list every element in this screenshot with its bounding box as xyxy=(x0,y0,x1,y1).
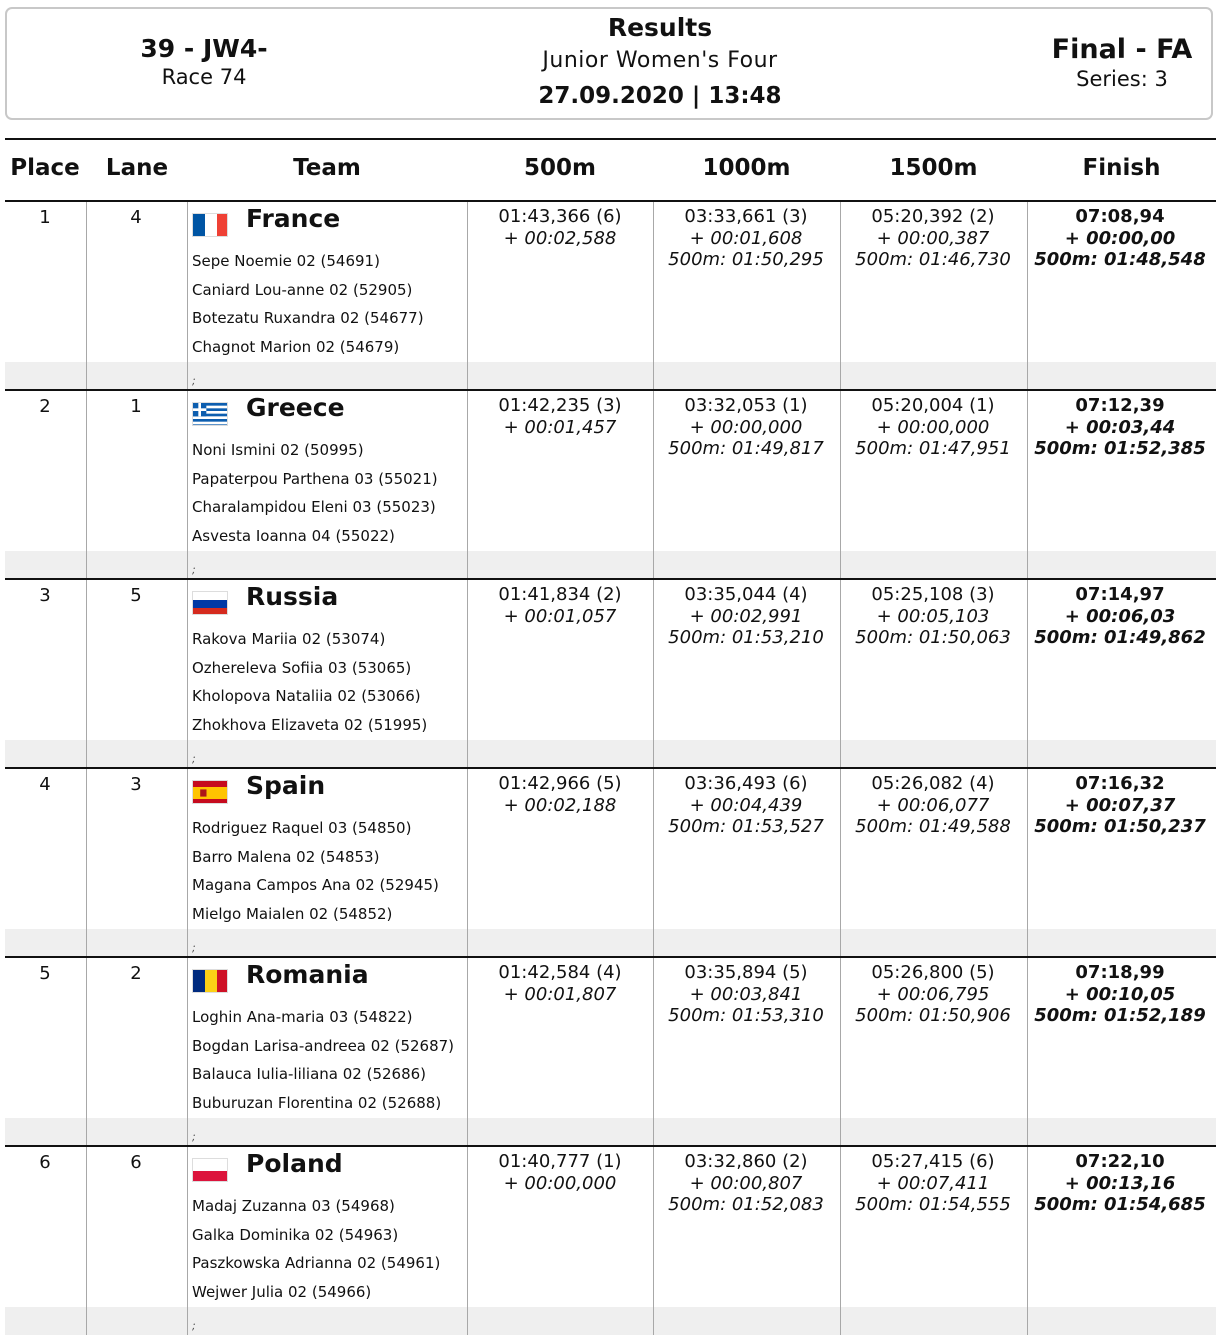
country-name: Greece xyxy=(246,393,345,422)
split-time: 03:33,661 (3) xyxy=(684,206,808,227)
split-diff: + 00:00,387 xyxy=(876,227,990,249)
greece-flag-icon xyxy=(192,402,228,426)
split-s1000 xyxy=(653,206,839,271)
column-header-500m: 500m xyxy=(524,155,596,181)
lane-cell: 4 xyxy=(130,207,142,228)
split-diff: + 00:04,439 xyxy=(689,794,803,816)
column-header-lane: Lane xyxy=(105,155,169,181)
column-divider xyxy=(86,1147,87,1335)
split-pace: 500m: 01:50,295 xyxy=(668,249,824,270)
rower-name: Wejwer Julia 02 (54966) xyxy=(192,1282,372,1301)
table-row xyxy=(5,769,1216,957)
place-cell: 6 xyxy=(39,1152,51,1173)
row-rule xyxy=(5,578,1216,580)
split-s1500 xyxy=(840,773,1026,838)
split-s500 xyxy=(467,206,653,249)
country-name: Romania xyxy=(246,960,369,989)
event-name: Junior Women's Four xyxy=(542,48,778,73)
table-row xyxy=(5,580,1216,768)
table-row xyxy=(5,202,1216,390)
split-s500 xyxy=(467,773,653,816)
rower-name: Caniard Lou-anne 02 (52905) xyxy=(192,280,413,299)
rower-name: Rakova Mariia 02 (53074) xyxy=(192,630,386,648)
split-time: 03:35,894 (5) xyxy=(684,962,808,983)
split-diff: + 00:02,188 xyxy=(503,794,617,816)
split-s1500 xyxy=(840,395,1026,460)
split-time: 07:14,97 xyxy=(1075,584,1165,605)
split-time: 05:25,108 (3) xyxy=(871,584,995,605)
row-rule xyxy=(5,389,1216,391)
row-separator: ; xyxy=(192,941,196,954)
split-s500 xyxy=(467,962,653,1005)
split-diff: + 00:06,03 xyxy=(1064,605,1176,627)
rower-name: Barro Malena 02 (54853) xyxy=(192,847,380,866)
split-time: 01:41,834 (2) xyxy=(498,584,622,605)
split-pace: 500m: 01:49,862 xyxy=(1034,627,1206,648)
split-pace: 500m: 01:49,588 xyxy=(855,816,1011,837)
split-time: 07:12,39 xyxy=(1075,395,1165,416)
row-separator: ; xyxy=(192,374,196,387)
lane-cell: 3 xyxy=(130,774,142,795)
rower-name: Papaterpou Parthena 03 (55021) xyxy=(192,469,438,488)
table-row xyxy=(5,391,1216,579)
split-finish xyxy=(1027,395,1213,460)
split-diff: + 00:02,588 xyxy=(503,227,617,249)
split-diff: + 00:01,608 xyxy=(689,227,803,249)
split-time: 07:22,10 xyxy=(1075,1151,1165,1172)
series-label: Series: 3 xyxy=(1076,67,1168,91)
column-divider xyxy=(86,580,87,768)
split-diff: + 00:03,841 xyxy=(689,983,803,1005)
column-divider xyxy=(187,958,188,1146)
split-diff: + 00:07,411 xyxy=(876,1172,990,1194)
split-diff: + 00:00,000 xyxy=(503,1172,617,1194)
split-diff: + 00:00,807 xyxy=(689,1172,803,1194)
column-divider xyxy=(187,769,188,957)
event-code: 39 - JW4- xyxy=(140,34,268,63)
split-time: 03:36,493 (6) xyxy=(684,773,808,794)
row-separator: ; xyxy=(192,1319,196,1332)
page-title: Results xyxy=(607,13,713,42)
split-time: 01:42,584 (4) xyxy=(498,962,622,983)
split-pace: 500m: 01:50,906 xyxy=(855,1005,1011,1026)
row-rule xyxy=(5,956,1216,958)
final-label: Final - FA xyxy=(1051,34,1193,65)
split-s1500 xyxy=(840,962,1026,1027)
column-header-1000m: 1000m xyxy=(702,155,791,181)
split-pace: 500m: 01:53,310 xyxy=(668,1005,824,1026)
rower-name: Bogdan Larisa-andreea 02 (52687) xyxy=(192,1036,455,1055)
rower-name: Ozhereleva Sofiia 03 (53065) xyxy=(192,658,412,677)
row-rule xyxy=(5,1145,1216,1147)
split-pace: 500m: 01:50,237 xyxy=(1034,816,1206,837)
split-s1000 xyxy=(653,773,839,838)
poland-flag-icon xyxy=(192,1158,228,1182)
rower-name: Kholopova Nataliia 02 (53066) xyxy=(192,687,421,705)
place-cell: 3 xyxy=(39,585,51,606)
lane-cell: 5 xyxy=(130,585,142,606)
split-s1000 xyxy=(653,962,839,1027)
row-rule xyxy=(5,767,1216,769)
rower-name: Rodriguez Raquel 03 (54850) xyxy=(192,819,412,837)
column-divider xyxy=(187,391,188,579)
split-diff: + 00:01,457 xyxy=(503,416,617,438)
lane-cell: 2 xyxy=(130,963,142,984)
split-time: 01:42,966 (5) xyxy=(498,773,622,794)
column-divider xyxy=(86,391,87,579)
spain-flag-icon xyxy=(192,780,228,804)
split-diff: + 00:05,103 xyxy=(876,605,990,627)
split-s500 xyxy=(467,1151,653,1194)
split-time: 07:08,94 xyxy=(1075,206,1165,227)
column-divider xyxy=(86,958,87,1146)
rower-name: Zhokhova Elizaveta 02 (51995) xyxy=(192,715,428,734)
rower-name: Madaj Zuzanna 03 (54968) xyxy=(192,1197,395,1215)
race-datetime: 27.09.2020 | 13:48 xyxy=(538,83,782,109)
split-diff: + 00:00,000 xyxy=(876,416,990,438)
split-time: 01:40,777 (1) xyxy=(498,1151,622,1172)
split-pace: 500m: 01:52,189 xyxy=(1034,1005,1206,1026)
russia-flag-icon xyxy=(192,591,228,615)
column-divider xyxy=(86,769,87,957)
split-finish xyxy=(1027,206,1213,271)
rower-name: Magana Campos Ana 02 (52945) xyxy=(192,876,439,894)
split-time: 01:43,366 (6) xyxy=(498,206,622,227)
split-time: 07:16,32 xyxy=(1075,773,1165,794)
split-diff: + 00:06,077 xyxy=(876,794,990,816)
rower-name: Chagnot Marion 02 (54679) xyxy=(192,337,400,356)
split-s1000 xyxy=(653,1151,839,1216)
table-row xyxy=(5,958,1216,1146)
split-time: 05:27,415 (6) xyxy=(871,1151,995,1172)
split-s500 xyxy=(467,395,653,438)
split-finish xyxy=(1027,1151,1213,1216)
place-cell: 1 xyxy=(39,207,51,228)
country-name: Russia xyxy=(246,582,339,611)
romania-flag-icon xyxy=(192,969,228,993)
event-info xyxy=(89,34,319,90)
place-cell: 5 xyxy=(39,963,51,984)
split-finish xyxy=(1027,962,1213,1027)
split-diff: + 00:00,000 xyxy=(689,416,803,438)
rower-name: Botezatu Ruxandra 02 (54677) xyxy=(192,309,424,327)
rower-name: Paszkowska Adrianna 02 (54961) xyxy=(192,1254,441,1272)
place-cell: 4 xyxy=(39,774,51,795)
split-diff: + 00:00,00 xyxy=(1064,227,1176,249)
column-header-1500m: 1500m xyxy=(889,155,978,181)
column-header-place: Place xyxy=(10,155,80,181)
split-pace: 500m: 01:54,555 xyxy=(855,1194,1011,1215)
place-cell: 2 xyxy=(39,396,51,417)
split-pace: 500m: 01:52,083 xyxy=(668,1194,824,1215)
lane-cell: 1 xyxy=(130,396,142,417)
row-separator: ; xyxy=(192,1130,196,1143)
split-s1500 xyxy=(840,1151,1026,1216)
split-diff: + 00:07,37 xyxy=(1064,794,1176,816)
split-time: 03:32,053 (1) xyxy=(684,395,808,416)
rower-name: Asvesta Ioanna 04 (55022) xyxy=(192,526,395,545)
rower-name: Charalampidou Eleni 03 (55023) xyxy=(192,498,436,516)
split-finish xyxy=(1027,584,1213,649)
split-s1000 xyxy=(653,584,839,649)
split-time: 03:32,860 (2) xyxy=(684,1151,808,1172)
lane-cell: 6 xyxy=(130,1152,142,1173)
rower-name: Loghin Ana-maria 03 (54822) xyxy=(192,1008,413,1026)
race-header xyxy=(5,7,1213,120)
france-flag-icon xyxy=(192,213,228,237)
split-s1000 xyxy=(653,395,839,460)
split-pace: 500m: 01:47,951 xyxy=(855,438,1011,459)
split-pace: 500m: 01:46,730 xyxy=(855,249,1011,270)
split-time: 03:35,044 (4) xyxy=(684,584,808,605)
column-divider xyxy=(86,202,87,390)
column-divider xyxy=(187,1147,188,1335)
split-pace: 500m: 01:53,210 xyxy=(668,627,824,648)
split-diff: + 00:03,44 xyxy=(1064,416,1176,438)
split-diff: + 00:01,807 xyxy=(503,983,617,1005)
split-s500 xyxy=(467,584,653,627)
country-name: Spain xyxy=(246,771,326,800)
split-time: 05:26,082 (4) xyxy=(871,773,995,794)
row-separator: ; xyxy=(192,752,196,765)
row-separator: ; xyxy=(192,563,196,576)
split-diff: + 00:01,057 xyxy=(503,605,617,627)
split-s1500 xyxy=(840,584,1026,649)
column-divider xyxy=(187,202,188,390)
rower-name: Balauca Iulia-liliana 02 (52686) xyxy=(192,1065,427,1083)
column-header-team: Team xyxy=(293,155,361,181)
column-divider xyxy=(187,580,188,768)
results-title-block xyxy=(412,12,908,114)
split-time: 05:26,800 (5) xyxy=(871,962,995,983)
split-diff: + 00:10,05 xyxy=(1064,983,1176,1005)
split-finish xyxy=(1027,773,1213,838)
final-info xyxy=(977,34,1216,92)
rower-name: Sepe Noemie 02 (54691) xyxy=(192,252,380,270)
column-header-finish: Finish xyxy=(1082,155,1161,181)
rower-name: Buburuzan Florentina 02 (52688) xyxy=(192,1093,442,1112)
country-name: France xyxy=(246,204,341,233)
split-diff: + 00:13,16 xyxy=(1064,1172,1176,1194)
split-pace: 500m: 01:54,685 xyxy=(1034,1194,1206,1215)
rower-name: Mielgo Maialen 02 (54852) xyxy=(192,904,393,923)
split-s1500 xyxy=(840,206,1026,271)
split-pace: 500m: 01:53,527 xyxy=(668,816,824,837)
table-row xyxy=(5,1147,1216,1335)
split-diff: + 00:02,991 xyxy=(689,605,803,627)
split-time: 07:18,99 xyxy=(1075,962,1165,983)
rower-name: Galka Dominika 02 (54963) xyxy=(192,1225,399,1244)
rower-name: Noni Ismini 02 (50995) xyxy=(192,441,364,459)
split-time: 01:42,235 (3) xyxy=(498,395,622,416)
split-time: 05:20,004 (1) xyxy=(871,395,995,416)
row-rule xyxy=(5,200,1216,202)
split-diff: + 00:06,795 xyxy=(876,983,990,1005)
split-time: 05:20,392 (2) xyxy=(871,206,995,227)
split-pace: 500m: 01:52,385 xyxy=(1034,438,1206,459)
split-pace: 500m: 01:50,063 xyxy=(855,627,1011,648)
split-pace: 500m: 01:49,817 xyxy=(668,438,824,459)
country-name: Poland xyxy=(246,1149,343,1178)
race-number: Race 74 xyxy=(161,65,247,89)
split-pace: 500m: 01:48,548 xyxy=(1034,249,1206,270)
